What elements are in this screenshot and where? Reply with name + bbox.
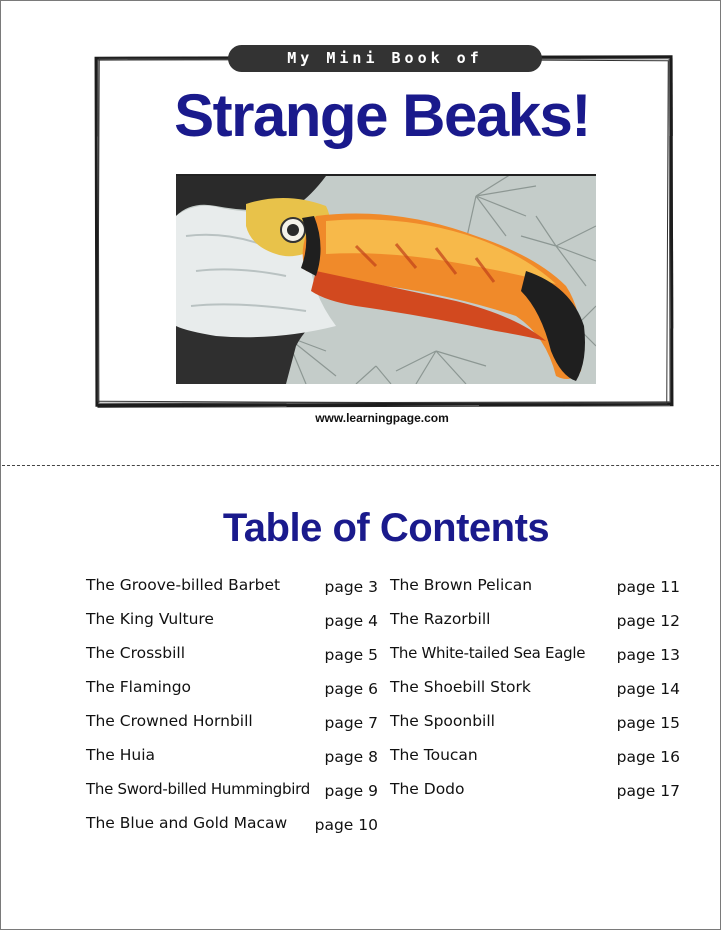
toc-entry-page: page 3 [324,578,378,596]
toc-entry-page: page 4 [324,612,378,630]
toc-entry-page: page 9 [324,782,378,800]
toc-entry-title: The Blue and Gold Macaw [86,814,288,832]
toc-row [86,774,378,808]
toc-entry-title: The Flamingo [86,678,192,696]
toc-row [390,774,680,808]
toc-entry-page: page 12 [616,612,680,630]
toc-entry-page: page 10 [314,816,378,834]
toc-entry-title: The Crossbill [86,644,186,662]
toc-entry-page: page 15 [616,714,680,732]
toc-row [390,604,680,638]
toc-entry-title: The White-tailed Sea Eagle [390,644,586,662]
toc-entry-title: The Toucan [390,746,478,764]
toc-column-right [390,570,680,808]
toc-row [390,672,680,706]
toc-entry-page: page 13 [616,646,680,664]
toc-entry-title: The Spoonbill [390,712,495,730]
toc-entry-title: The Huia [86,746,156,764]
toc-entry-page: page 7 [324,714,378,732]
toc-row [86,808,378,842]
toc-entry-title: The Crowned Hornbill [86,712,253,730]
book-title: Strange Beaks! [174,82,590,149]
toc-entry-page: page 6 [324,680,378,698]
website-url: www.learningpage.com [315,411,449,425]
toc-entry-page: page 8 [324,748,378,766]
toc-row [86,570,378,604]
toc-entry-page: page 11 [616,578,680,596]
toc-entry-title: The Shoebill Stork [390,678,531,696]
toc-row [86,706,378,740]
fold-line [2,465,719,466]
toc-entry-title: The Dodo [390,780,465,798]
toc-entry-page: page 5 [324,646,378,664]
toc-row [86,638,378,672]
toc-entry-title: The King Vulture [86,610,214,628]
toc-row [86,604,378,638]
toc-row [86,672,378,706]
series-label: My Mini Book of [228,45,542,72]
toc-row [390,638,680,672]
toc-row [390,740,680,774]
toc-entry-title: The Groove-billed Barbet [86,576,281,594]
toc-row [390,570,680,604]
toc-entry-page: page 14 [616,680,680,698]
toc-row [390,706,680,740]
toc-entry-title: The Brown Pelican [390,576,533,594]
toucan-beak-illustration [176,174,596,384]
toc-entry-page: page 17 [616,782,680,800]
toc-column-left [86,570,378,842]
toc-entry-page: page 16 [616,748,680,766]
toc-row [86,740,378,774]
toc-heading: Table of Contents [222,506,550,550]
toc-entry-title: The Razorbill [390,610,491,628]
toc-entry-title: The Sword-billed Hummingbird [86,780,310,798]
